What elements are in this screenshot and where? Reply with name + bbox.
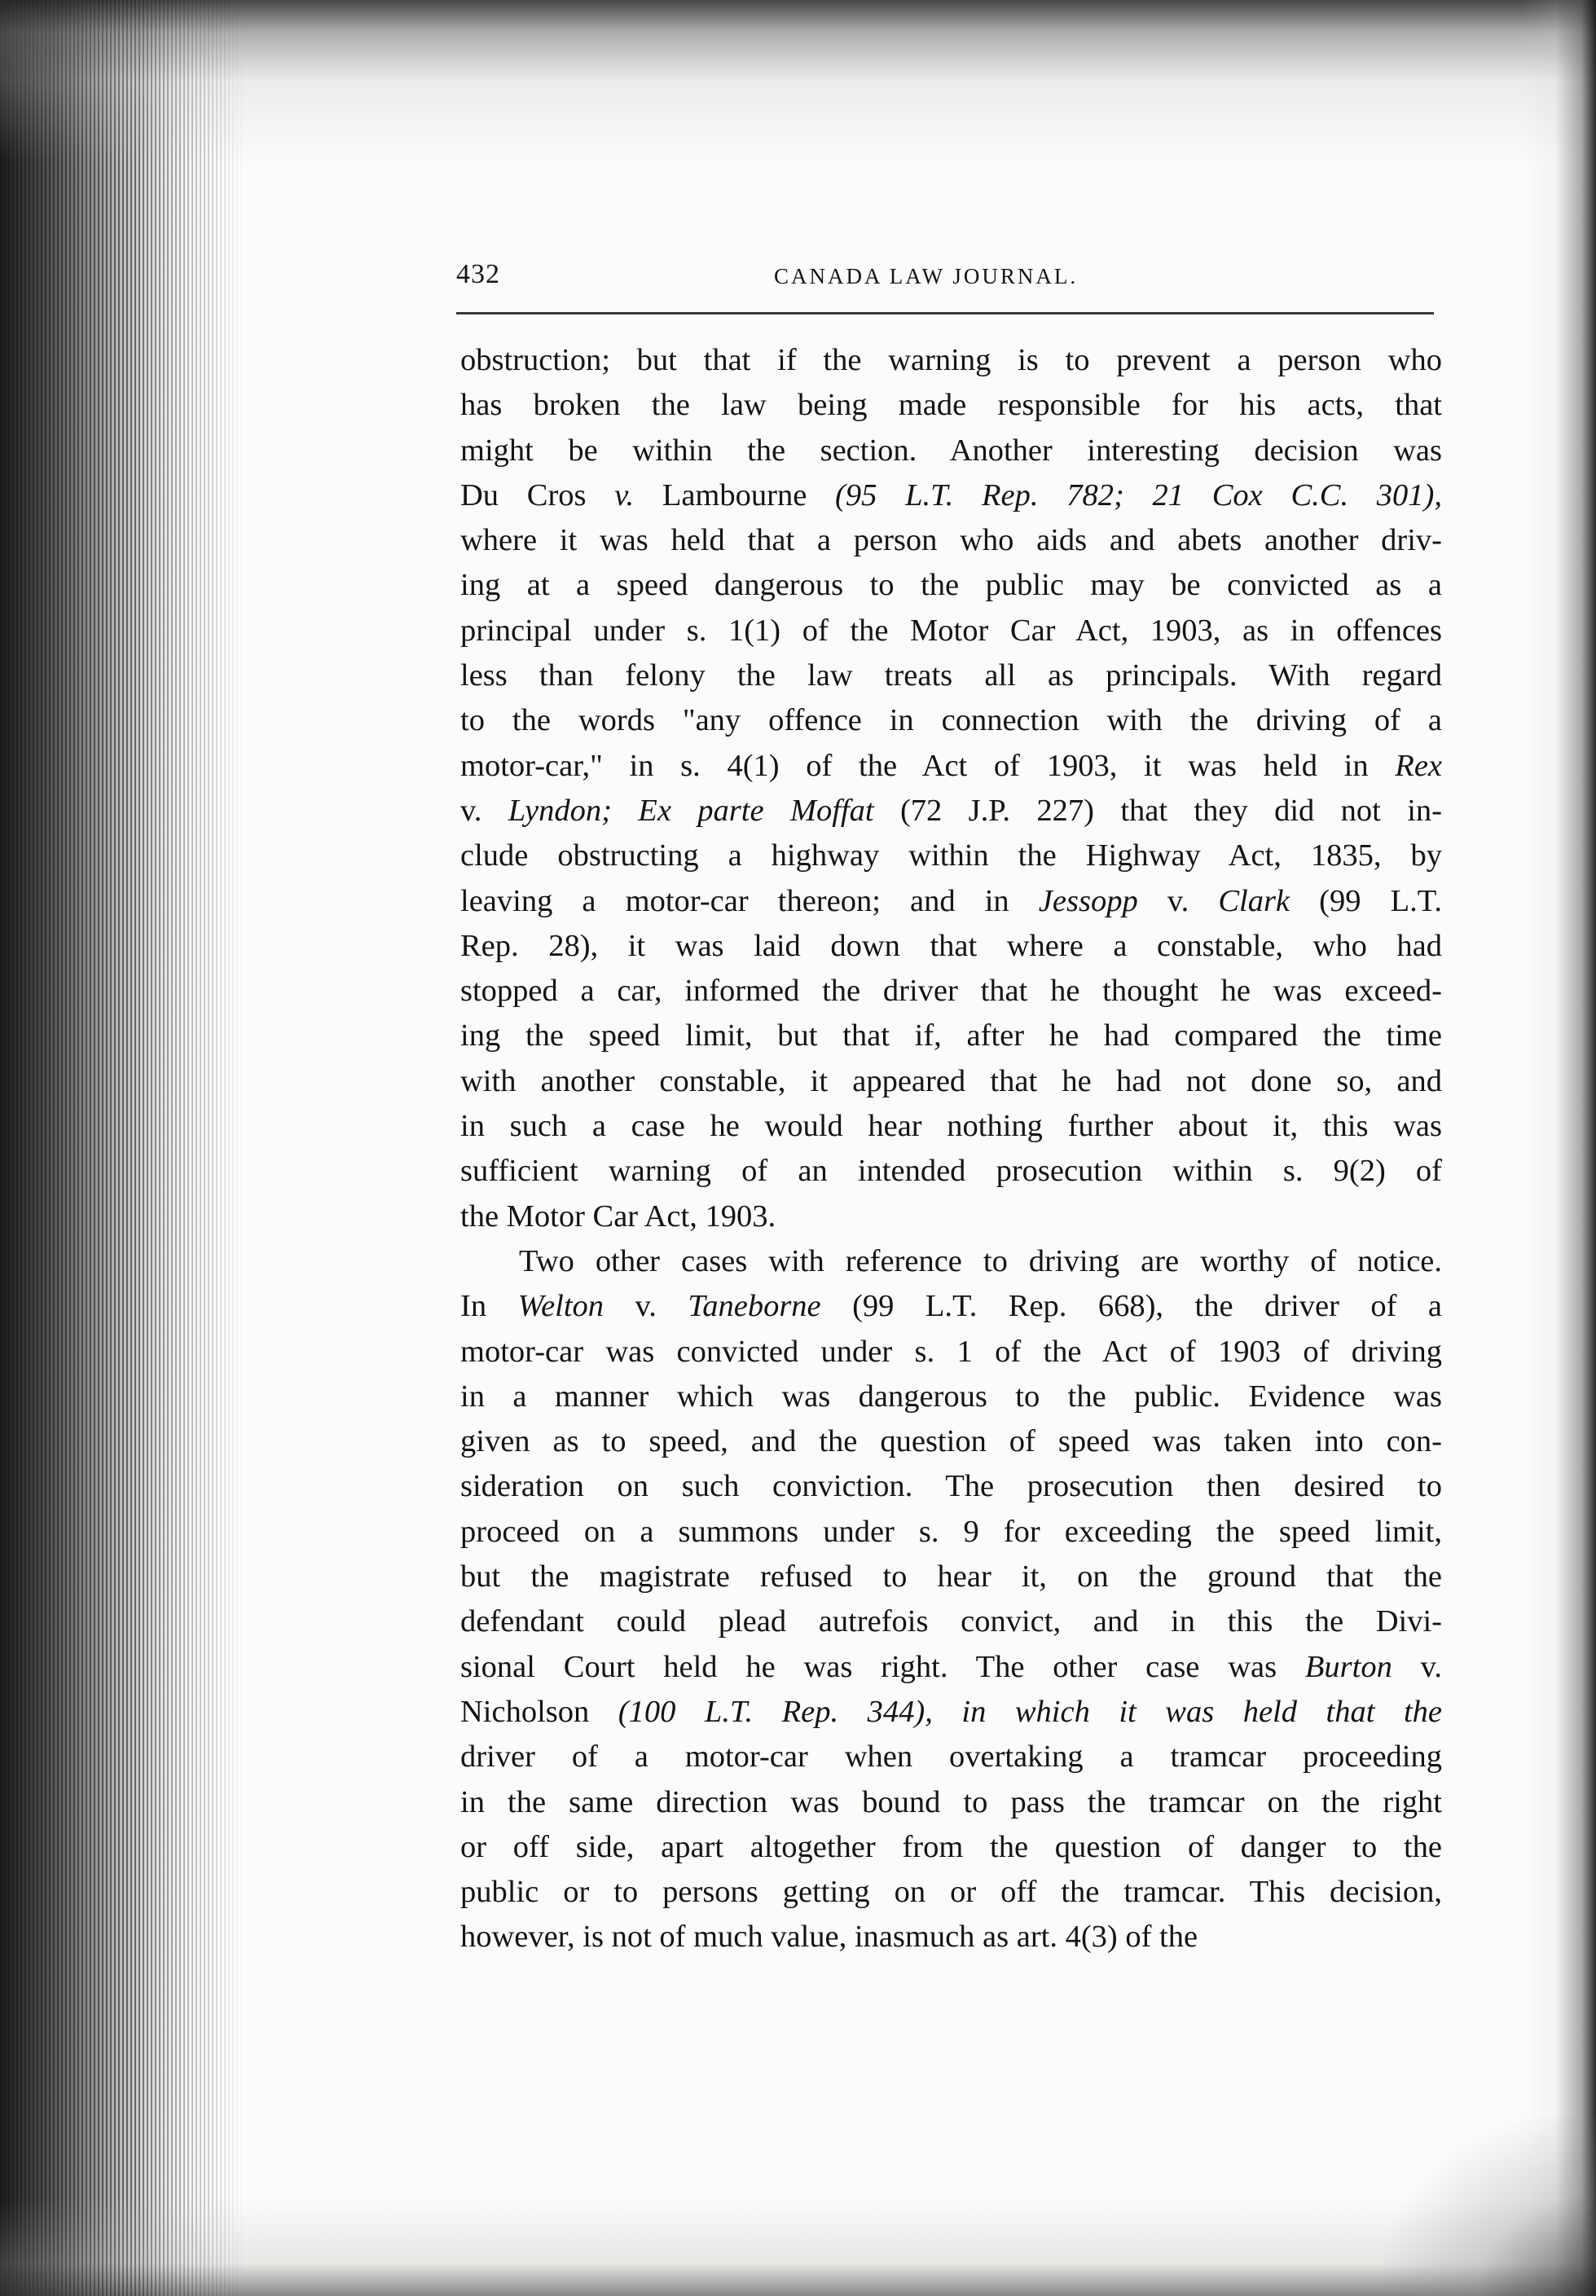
- text-segment: v.: [1392, 1649, 1443, 1684]
- text-line: or off side, apart altogether from the question of danger to the: [460, 1829, 1442, 1864]
- text-line: Two other cases with reference to driving are worthy of notice.: [519, 1243, 1442, 1278]
- case-name: Taneborne: [688, 1289, 821, 1324]
- scan-shadow-left: [0, 0, 244, 2296]
- text-line: [460, 473, 1442, 518]
- text-line: stopped a car, informed the driver that he thought he was exceed-: [460, 974, 1442, 1009]
- text-line: ing the speed limit, but that if, after he had compared the time: [460, 1018, 1442, 1053]
- running-head: [456, 259, 1434, 300]
- text-line: might be within the section. Another interesting decision was: [460, 433, 1442, 468]
- text-line: has broken the law being made responsible for his acts, that: [460, 388, 1442, 423]
- text-line: [460, 744, 1442, 789]
- text-line: proceed on a summons under s. 9 for exceeding the speed limit,: [460, 1514, 1442, 1549]
- text-line: motor-car was convicted under s. 1 of the Act of 1903 of driving: [460, 1334, 1442, 1369]
- case-name: Rex: [1395, 748, 1442, 783]
- text-segment: leaving a motor-car thereon; and in: [460, 883, 1039, 918]
- text-line: ing at a speed dangerous to the public may be convicted as a: [460, 568, 1442, 603]
- case-name: Burton: [1304, 1649, 1392, 1684]
- text-segment: In: [460, 1289, 518, 1324]
- scan-shadow-corner: [1384, 2117, 1596, 2296]
- case-name: (100 L.T. Rep. 344), in which it was held that the: [589, 1694, 1442, 1729]
- case-name: (95 L.T. Rep. 782; 21 Cox C.C. 301),: [807, 477, 1442, 512]
- text-line: however, is not of much value, inasmuch as art. 4(3) of the: [460, 1920, 1198, 1955]
- text-line: with another constable, it appeared that he had not done so, and: [460, 1063, 1442, 1098]
- text-line: [460, 1690, 1442, 1735]
- case-name: Welton: [517, 1289, 605, 1324]
- header-rule: [456, 312, 1434, 314]
- text-line: less than felony the law treats all as principals. With regard: [460, 658, 1442, 693]
- journal-title: CANADA LAW JOURNAL.: [774, 264, 1079, 288]
- text-segment: v.: [604, 1289, 688, 1324]
- text-line: [460, 789, 1442, 834]
- text-line: obstruction; but that if the warning is to prevent a person who: [460, 343, 1442, 377]
- text-line: [460, 1284, 1442, 1329]
- text-segment: (72 J.P. 227) that they did not in-: [873, 793, 1442, 828]
- paragraph-2: [460, 1239, 1442, 1960]
- text-segment: sional Court held he was right. The other case was: [460, 1649, 1305, 1684]
- text-line: principal under s. 1(1) of the Motor Car Act, 1903, as in offences: [460, 613, 1442, 648]
- text-line: sufficient warning of an intended prosecution within s. 9(2) of: [460, 1154, 1442, 1189]
- text-segment: Lambourne: [662, 477, 807, 512]
- text-line: in the same direction was bound to pass the tramcar on the right: [460, 1784, 1442, 1819]
- scan-shadow-top: [0, 0, 1596, 163]
- scan-shadow-right: [1523, 0, 1596, 2296]
- text-segment: motor-car," in s. 4(1) of the Act of 1903, it was held in: [460, 748, 1396, 783]
- body-text: [460, 338, 1442, 1960]
- text-line: driver of a motor-car when overtaking a tramcar proceeding: [460, 1740, 1442, 1775]
- text-line: sideration on such conviction. The prosecution then desired to: [460, 1469, 1442, 1504]
- case-name: Clark: [1218, 883, 1290, 918]
- text-line: Rep. 28), it was laid down that where a constable, who had: [460, 928, 1442, 963]
- text-line: the Motor Car Act, 1903.: [460, 1199, 776, 1234]
- text-segment: (99 L.T.: [1290, 883, 1442, 918]
- text-line: [460, 879, 1442, 924]
- text-line: [460, 1645, 1442, 1690]
- text-line: where it was held that a person who aids and abets another driv-: [460, 523, 1442, 558]
- text-line: but the magistrate refused to hear it, on the ground that the: [460, 1559, 1442, 1594]
- text-segment: (99 L.T. Rep. 668), the driver of a: [820, 1289, 1442, 1324]
- paragraph-1: [460, 338, 1442, 1239]
- text-segment: v.: [1137, 883, 1219, 918]
- text-line: to the words "any offence in connection with the driving of a: [460, 703, 1442, 738]
- text-line: clude obstructing a highway within the Highway Act, 1835, by: [460, 838, 1442, 873]
- case-name: v.: [586, 477, 662, 512]
- case-name: Jessopp: [1038, 883, 1138, 918]
- scan-shadow-bottom: [0, 2198, 1596, 2296]
- page-number: 432: [456, 259, 500, 289]
- text-segment: Du Cros: [460, 477, 587, 512]
- text-line: in a manner which was dangerous to the public. Evidence was: [460, 1379, 1442, 1414]
- case-name: Lyndon; Ex parte Moffat: [508, 793, 874, 828]
- text-line: in such a case he would hear nothing further about it, this was: [460, 1109, 1442, 1144]
- text-segment: v.: [460, 793, 508, 828]
- text-line: defendant could plead autrefois convict, and in this the Divi-: [460, 1604, 1442, 1639]
- text-segment: Nicholson: [460, 1694, 590, 1729]
- text-line: public or to persons getting on or off the tramcar. This decision,: [460, 1875, 1442, 1910]
- text-line: given as to speed, and the question of speed was taken into con-: [460, 1424, 1442, 1459]
